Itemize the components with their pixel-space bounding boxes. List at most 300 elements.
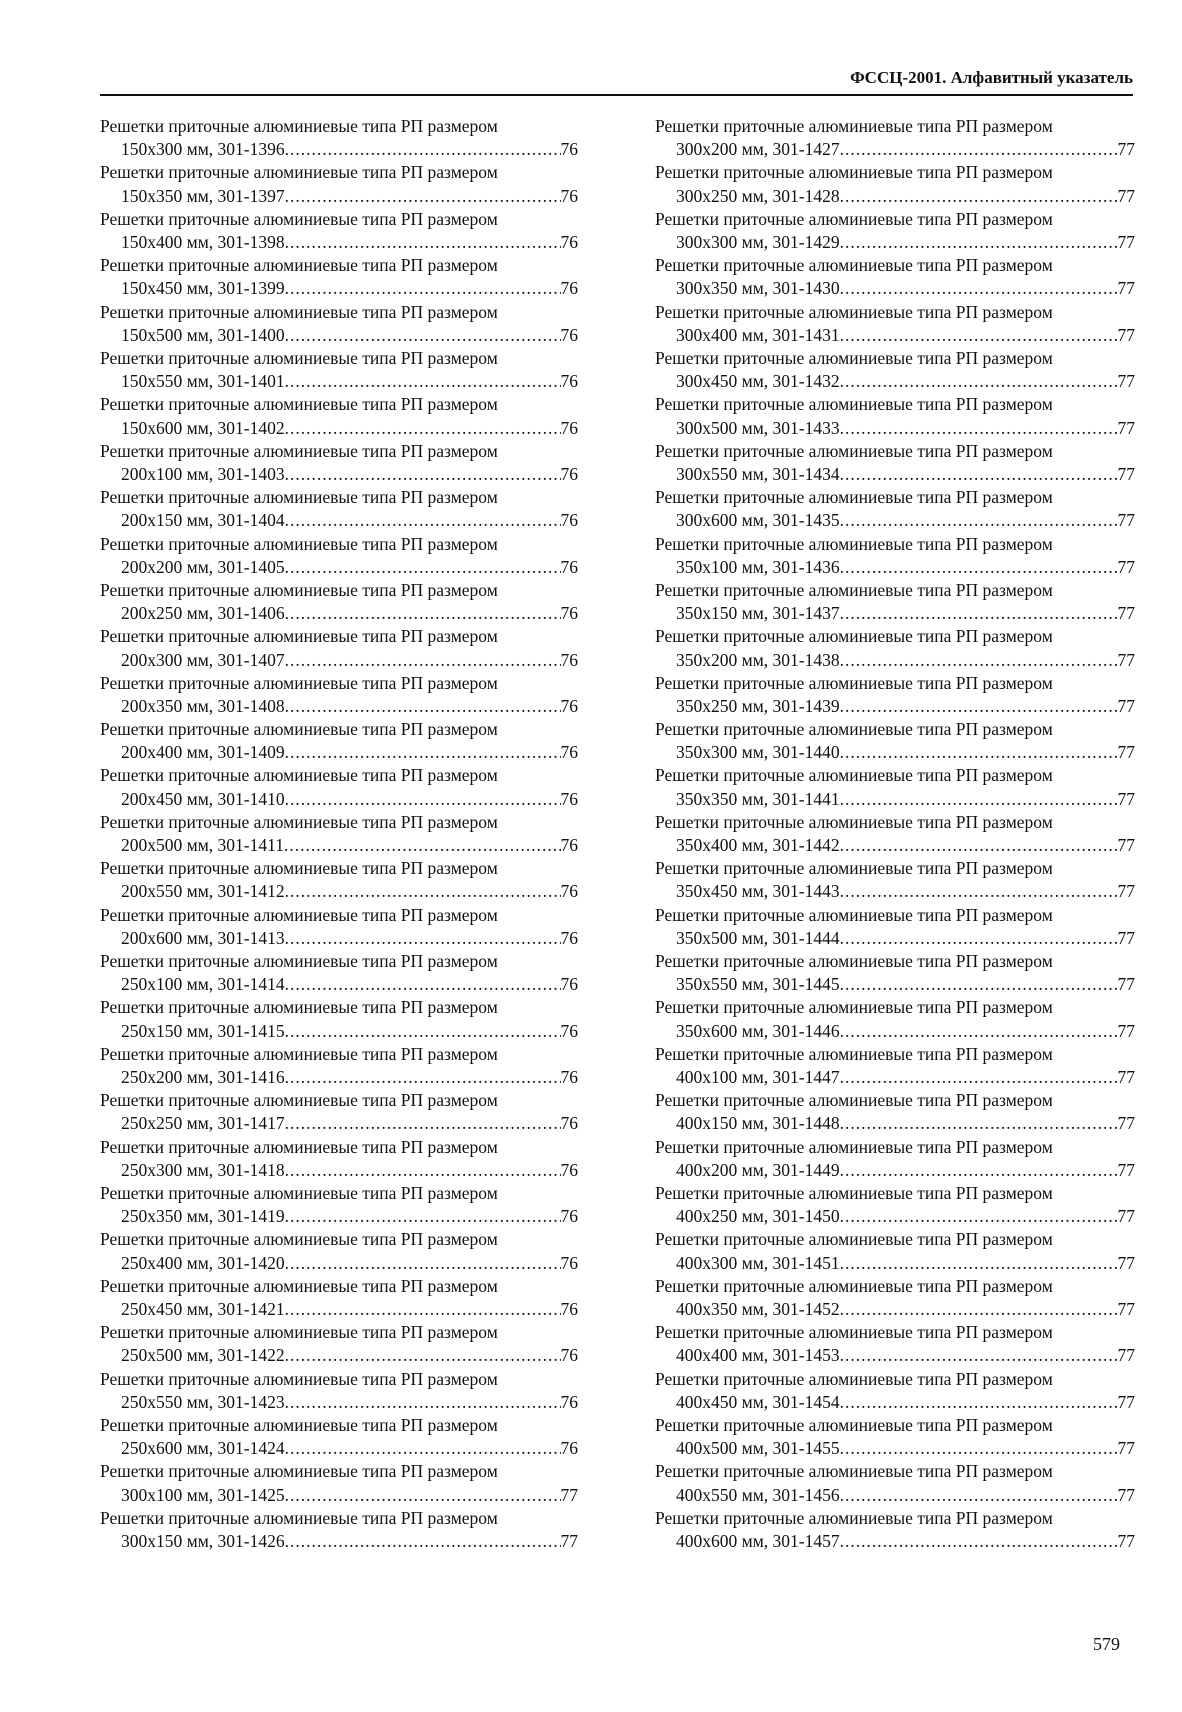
entry-size-code: 350x450 мм, 301-1443 bbox=[676, 881, 840, 902]
dot-leader bbox=[840, 834, 1118, 857]
entry-title: Решетки приточные алюминиевые типа РП размером bbox=[100, 1507, 498, 1528]
entry-detail-line bbox=[655, 602, 1135, 625]
entry-detail-line bbox=[655, 1159, 1135, 1182]
index-entry bbox=[100, 301, 578, 347]
entry-detail-line bbox=[100, 880, 578, 903]
entry-page-ref: 77 bbox=[1117, 603, 1135, 624]
entry-page-ref: 77 bbox=[1117, 139, 1135, 160]
dot-leader bbox=[840, 1112, 1118, 1135]
dot-leader bbox=[840, 695, 1118, 718]
entry-page-ref: 76 bbox=[560, 185, 578, 206]
dot-leader bbox=[285, 1344, 561, 1367]
entry-size-code: 300x450 мм, 301-1432 bbox=[676, 371, 840, 392]
entry-title: Решетки приточные алюминиевые типа РП размером bbox=[100, 440, 498, 461]
entry-detail-line bbox=[655, 788, 1135, 811]
index-entry bbox=[655, 208, 1135, 254]
entry-size-code: 200x450 мм, 301-1410 bbox=[121, 788, 285, 809]
entry-page-ref: 76 bbox=[560, 556, 578, 577]
entry-detail-line bbox=[655, 1530, 1135, 1553]
index-entry bbox=[100, 1136, 578, 1182]
entry-size-code: 200x600 мм, 301-1413 bbox=[121, 927, 285, 948]
entry-detail-line bbox=[100, 277, 578, 300]
entry-size-code: 150x400 мм, 301-1398 bbox=[121, 231, 285, 252]
entry-size-code: 350x150 мм, 301-1437 bbox=[676, 603, 840, 624]
entry-size-code: 400x150 мм, 301-1448 bbox=[676, 1113, 840, 1134]
entry-size-code: 200x500 мм, 301-1411 bbox=[121, 835, 284, 856]
entry-detail-line bbox=[100, 1159, 578, 1182]
entry-detail-line bbox=[655, 1484, 1135, 1507]
index-entry bbox=[100, 208, 578, 254]
dot-leader bbox=[285, 138, 561, 161]
entry-size-code: 350x100 мм, 301-1436 bbox=[676, 556, 840, 577]
entry-detail-line bbox=[100, 788, 578, 811]
entry-size-code: 200x150 мм, 301-1404 bbox=[121, 510, 285, 531]
entry-page-ref: 76 bbox=[560, 835, 578, 856]
entry-detail-line bbox=[100, 185, 578, 208]
entry-page-ref: 77 bbox=[560, 1530, 578, 1551]
entry-detail-line bbox=[655, 417, 1135, 440]
entry-page-ref: 76 bbox=[560, 881, 578, 902]
index-entry bbox=[100, 811, 578, 857]
index-entry bbox=[100, 1321, 578, 1367]
dot-leader bbox=[285, 1252, 561, 1275]
entry-title: Решетки приточные алюминиевые типа РП размером bbox=[655, 394, 1053, 415]
entry-page-ref: 76 bbox=[560, 1391, 578, 1412]
entry-title: Решетки приточные алюминиевые типа РП размером bbox=[655, 1461, 1053, 1482]
entry-detail-line bbox=[655, 463, 1135, 486]
entry-size-code: 400x500 мм, 301-1455 bbox=[676, 1438, 840, 1459]
dot-leader bbox=[840, 1020, 1118, 1043]
entry-title: Решетки приточные алюминиевые типа РП размером bbox=[100, 1182, 498, 1203]
dot-leader bbox=[285, 1066, 561, 1089]
entry-size-code: 300x550 мм, 301-1434 bbox=[676, 463, 840, 484]
entry-title: Решетки приточные алюминиевые типа РП размером bbox=[655, 1507, 1053, 1528]
entry-detail-line bbox=[655, 695, 1135, 718]
entry-page-ref: 77 bbox=[1117, 1530, 1135, 1551]
dot-leader bbox=[840, 649, 1118, 672]
dot-leader bbox=[285, 788, 561, 811]
index-entry bbox=[100, 764, 578, 810]
entry-detail-line bbox=[100, 556, 578, 579]
entry-page-ref: 76 bbox=[560, 742, 578, 763]
entry-title: Решетки приточные алюминиевые типа РП размером bbox=[100, 533, 498, 554]
entry-page-ref: 76 bbox=[560, 1020, 578, 1041]
entry-size-code: 350x300 мм, 301-1440 bbox=[676, 742, 840, 763]
entry-title: Решетки приточные алюминиевые типа РП размером bbox=[100, 301, 498, 322]
dot-leader bbox=[840, 1252, 1118, 1275]
entry-detail-line bbox=[655, 509, 1135, 532]
index-entry bbox=[655, 1228, 1135, 1274]
dot-leader bbox=[285, 556, 561, 579]
entry-page-ref: 77 bbox=[1117, 788, 1135, 809]
entry-detail-line bbox=[100, 417, 578, 440]
entry-title: Решетки приточные алюминиевые типа РП размером bbox=[100, 997, 498, 1018]
entry-size-code: 300x250 мм, 301-1428 bbox=[676, 185, 840, 206]
entry-title: Решетки приточные алюминиевые типа РП размером bbox=[655, 997, 1053, 1018]
index-entry bbox=[100, 1507, 578, 1553]
entry-detail-line bbox=[100, 1205, 578, 1228]
index-entry bbox=[100, 533, 578, 579]
entry-size-code: 250x150 мм, 301-1415 bbox=[121, 1020, 285, 1041]
index-entry bbox=[100, 1460, 578, 1506]
entry-detail-line bbox=[655, 1298, 1135, 1321]
entry-size-code: 250x250 мм, 301-1417 bbox=[121, 1113, 285, 1134]
entry-title: Решетки приточные алюминиевые типа РП размером bbox=[655, 1043, 1053, 1064]
entry-page-ref: 76 bbox=[560, 1298, 578, 1319]
index-entry bbox=[100, 672, 578, 718]
entry-page-ref: 76 bbox=[560, 1252, 578, 1273]
entry-page-ref: 76 bbox=[560, 927, 578, 948]
entry-detail-line bbox=[655, 1252, 1135, 1275]
entry-title: Решетки приточные алюминиевые типа РП размером bbox=[655, 811, 1053, 832]
entry-page-ref: 77 bbox=[1117, 742, 1135, 763]
index-entry bbox=[100, 440, 578, 486]
entry-page-ref: 77 bbox=[1117, 1484, 1135, 1505]
index-entry bbox=[655, 1089, 1135, 1135]
index-entry bbox=[655, 857, 1135, 903]
entry-detail-line bbox=[100, 1530, 578, 1553]
entry-detail-line bbox=[655, 834, 1135, 857]
entry-title: Решетки приточные алюминиевые типа РП размером bbox=[100, 579, 498, 600]
dot-leader bbox=[840, 1066, 1118, 1089]
entry-size-code: 350x600 мм, 301-1446 bbox=[676, 1020, 840, 1041]
index-entry bbox=[655, 1414, 1135, 1460]
entry-page-ref: 76 bbox=[560, 1159, 578, 1180]
index-entry bbox=[655, 1507, 1135, 1553]
entry-size-code: 250x200 мм, 301-1416 bbox=[121, 1067, 285, 1088]
entry-detail-line bbox=[100, 1112, 578, 1135]
dot-leader bbox=[840, 231, 1118, 254]
entry-page-ref: 77 bbox=[1117, 185, 1135, 206]
index-entry bbox=[655, 393, 1135, 439]
entry-page-ref: 77 bbox=[1117, 974, 1135, 995]
entry-page-ref: 76 bbox=[560, 788, 578, 809]
entry-title: Решетки приточные алюминиевые типа РП размером bbox=[655, 1414, 1053, 1435]
entry-title: Решетки приточные алюминиевые типа РП размером bbox=[655, 1182, 1053, 1203]
entry-detail-line bbox=[100, 370, 578, 393]
entry-detail-line bbox=[655, 1112, 1135, 1135]
entry-size-code: 150x500 мм, 301-1400 bbox=[121, 324, 285, 345]
index-entry bbox=[100, 161, 578, 207]
index-entry bbox=[100, 950, 578, 996]
entry-size-code: 400x250 мм, 301-1450 bbox=[676, 1206, 840, 1227]
dot-leader bbox=[285, 1530, 561, 1553]
index-entry bbox=[655, 904, 1135, 950]
entry-detail-line bbox=[100, 649, 578, 672]
dot-leader bbox=[840, 1530, 1118, 1553]
dot-leader bbox=[285, 741, 561, 764]
entry-title: Решетки приточные алюминиевые типа РП размером bbox=[655, 626, 1053, 647]
index-entry bbox=[655, 672, 1135, 718]
entry-page-ref: 77 bbox=[1117, 1113, 1135, 1134]
dot-leader bbox=[840, 463, 1118, 486]
entry-size-code: 200x250 мм, 301-1406 bbox=[121, 603, 285, 624]
entry-title: Решетки приточные алюминиевые типа РП размером bbox=[655, 858, 1053, 879]
entry-title: Решетки приточные алюминиевые типа РП размером bbox=[100, 1229, 498, 1250]
entry-page-ref: 77 bbox=[560, 1484, 578, 1505]
entry-detail-line bbox=[655, 927, 1135, 950]
entry-size-code: 250x600 мм, 301-1424 bbox=[121, 1438, 285, 1459]
entry-title: Решетки приточные алюминиевые типа РП размером bbox=[655, 533, 1053, 554]
entry-title: Решетки приточные алюминиевые типа РП размером bbox=[100, 1461, 498, 1482]
entry-size-code: 200x400 мм, 301-1409 bbox=[121, 742, 285, 763]
index-entry bbox=[100, 1368, 578, 1414]
index-entry bbox=[100, 857, 578, 903]
dot-leader bbox=[840, 370, 1118, 393]
dot-leader bbox=[840, 185, 1118, 208]
index-entry bbox=[655, 1460, 1135, 1506]
entry-title: Решетки приточные алюминиевые типа РП размером bbox=[655, 765, 1053, 786]
entry-page-ref: 76 bbox=[560, 1345, 578, 1366]
dot-leader bbox=[285, 602, 561, 625]
entry-size-code: 400x300 мм, 301-1451 bbox=[676, 1252, 840, 1273]
entry-size-code: 300x350 мм, 301-1430 bbox=[676, 278, 840, 299]
entry-title: Решетки приточные алюминиевые типа РП размером bbox=[100, 1090, 498, 1111]
entry-size-code: 400x200 мм, 301-1449 bbox=[676, 1159, 840, 1180]
entry-size-code: 200x550 мм, 301-1412 bbox=[121, 881, 285, 902]
entry-detail-line bbox=[655, 324, 1135, 347]
entry-title: Решетки приточные алюминиевые типа РП размером bbox=[100, 1322, 498, 1343]
index-entry bbox=[655, 1136, 1135, 1182]
entry-size-code: 350x250 мм, 301-1439 bbox=[676, 695, 840, 716]
entry-size-code: 250x550 мм, 301-1423 bbox=[121, 1391, 285, 1412]
entry-title: Решетки приточные алюминиевые типа РП размером bbox=[100, 811, 498, 832]
entry-title: Решетки приточные алюминиевые типа РП размером bbox=[655, 208, 1053, 229]
index-entry bbox=[655, 254, 1135, 300]
entry-page-ref: 77 bbox=[1117, 1345, 1135, 1366]
entry-size-code: 350x400 мм, 301-1442 bbox=[676, 835, 840, 856]
dot-leader bbox=[840, 973, 1118, 996]
dot-leader bbox=[285, 695, 561, 718]
entry-size-code: 250x400 мм, 301-1420 bbox=[121, 1252, 285, 1273]
entry-detail-line bbox=[655, 231, 1135, 254]
entry-title: Решетки приточные алюминиевые типа РП размером bbox=[655, 1136, 1053, 1157]
entry-page-ref: 76 bbox=[560, 1067, 578, 1088]
entry-detail-line bbox=[100, 1484, 578, 1507]
index-entry bbox=[655, 1043, 1135, 1089]
entry-detail-line bbox=[655, 1066, 1135, 1089]
entry-title: Решетки приточные алюминиевые типа РП размером bbox=[100, 765, 498, 786]
dot-leader bbox=[285, 231, 561, 254]
entry-title: Решетки приточные алюминиевые типа РП размером bbox=[655, 719, 1053, 740]
index-entry bbox=[100, 1414, 578, 1460]
index-entry bbox=[655, 811, 1135, 857]
dot-leader bbox=[840, 788, 1118, 811]
entry-size-code: 400x550 мм, 301-1456 bbox=[676, 1484, 840, 1505]
entry-detail-line bbox=[655, 1205, 1135, 1228]
entry-page-ref: 76 bbox=[560, 417, 578, 438]
entry-detail-line bbox=[100, 927, 578, 950]
entry-page-ref: 76 bbox=[560, 139, 578, 160]
entry-size-code: 350x500 мм, 301-1444 bbox=[676, 927, 840, 948]
entry-size-code: 250x100 мм, 301-1414 bbox=[121, 974, 285, 995]
entry-title: Решетки приточные алюминиевые типа РП размером bbox=[100, 719, 498, 740]
entry-size-code: 150x350 мм, 301-1397 bbox=[121, 185, 285, 206]
dot-leader bbox=[840, 509, 1118, 532]
entry-detail-line bbox=[655, 370, 1135, 393]
entry-title: Решетки приточные алюминиевые типа РП размером bbox=[655, 1275, 1053, 1296]
entry-size-code: 350x200 мм, 301-1438 bbox=[676, 649, 840, 670]
dot-leader bbox=[840, 556, 1118, 579]
entry-title: Решетки приточные алюминиевые типа РП размером bbox=[655, 1368, 1053, 1389]
index-entry bbox=[100, 996, 578, 1042]
entry-size-code: 300x300 мм, 301-1429 bbox=[676, 231, 840, 252]
entry-page-ref: 77 bbox=[1117, 371, 1135, 392]
dot-leader bbox=[285, 1159, 561, 1182]
dot-leader bbox=[285, 1484, 561, 1507]
entry-detail-line bbox=[100, 324, 578, 347]
entry-title: Решетки приточные алюминиевые типа РП размером bbox=[655, 255, 1053, 276]
index-entry bbox=[100, 254, 578, 300]
dot-leader bbox=[840, 1437, 1118, 1460]
entry-detail-line bbox=[100, 1344, 578, 1367]
entry-detail-line bbox=[655, 277, 1135, 300]
entry-page-ref: 76 bbox=[560, 603, 578, 624]
entry-size-code: 400x100 мм, 301-1447 bbox=[676, 1067, 840, 1088]
entry-detail-line bbox=[655, 1344, 1135, 1367]
entry-title: Решетки приточные алюминиевые типа РП размером bbox=[100, 1275, 498, 1296]
dot-leader bbox=[840, 1484, 1118, 1507]
dot-leader bbox=[285, 185, 561, 208]
index-column-right bbox=[655, 115, 1135, 1553]
entry-size-code: 300x400 мм, 301-1431 bbox=[676, 324, 840, 345]
index-entry bbox=[100, 1228, 578, 1274]
entry-page-ref: 76 bbox=[560, 231, 578, 252]
dot-leader bbox=[840, 741, 1118, 764]
entry-page-ref: 76 bbox=[560, 324, 578, 345]
dot-leader bbox=[840, 1344, 1118, 1367]
entry-size-code: 250x450 мм, 301-1421 bbox=[121, 1298, 285, 1319]
entry-title: Решетки приточные алюминиевые типа РП размером bbox=[655, 1090, 1053, 1111]
entry-detail-line bbox=[100, 741, 578, 764]
entry-detail-line bbox=[100, 973, 578, 996]
index-entry bbox=[655, 1275, 1135, 1321]
entry-title: Решетки приточные алюминиевые типа РП размером bbox=[655, 579, 1053, 600]
entry-page-ref: 76 bbox=[560, 1113, 578, 1134]
dot-leader bbox=[285, 277, 561, 300]
dot-leader bbox=[285, 649, 561, 672]
entry-detail-line bbox=[100, 463, 578, 486]
entry-size-code: 300x150 мм, 301-1426 bbox=[121, 1530, 285, 1551]
dot-leader bbox=[285, 370, 561, 393]
entry-title: Решетки приточные алюминиевые типа РП размером bbox=[100, 116, 498, 136]
entry-title: Решетки приточные алюминиевые типа РП размером bbox=[655, 301, 1053, 322]
entry-detail-line bbox=[655, 1437, 1135, 1460]
index-entry bbox=[100, 115, 578, 161]
entry-size-code: 200x200 мм, 301-1405 bbox=[121, 556, 285, 577]
entry-page-ref: 77 bbox=[1117, 278, 1135, 299]
entry-page-ref: 76 bbox=[560, 1206, 578, 1227]
entry-title: Решетки приточные алюминиевые типа РП размером bbox=[655, 487, 1053, 508]
index-entry bbox=[655, 533, 1135, 579]
dot-leader bbox=[285, 1205, 561, 1228]
dot-leader bbox=[840, 1159, 1118, 1182]
entry-size-code: 300x100 мм, 301-1425 bbox=[121, 1484, 285, 1505]
entry-detail-line bbox=[655, 741, 1135, 764]
dot-leader bbox=[840, 417, 1118, 440]
entry-title: Решетки приточные алюминиевые типа РП размером bbox=[100, 951, 498, 972]
entry-title: Решетки приточные алюминиевые типа РП размером bbox=[655, 951, 1053, 972]
entry-detail-line bbox=[100, 834, 578, 857]
entry-size-code: 400x450 мм, 301-1454 bbox=[676, 1391, 840, 1412]
entry-page-ref: 77 bbox=[1117, 463, 1135, 484]
index-column-left bbox=[100, 115, 578, 1553]
entry-title: Решетки приточные алюминиевые типа РП размером bbox=[100, 858, 498, 879]
entry-title: Решетки приточные алюминиевые типа РП размером bbox=[100, 347, 498, 368]
index-entry bbox=[100, 347, 578, 393]
entry-page-ref: 77 bbox=[1117, 1159, 1135, 1180]
entry-detail-line bbox=[655, 185, 1135, 208]
entry-page-ref: 76 bbox=[560, 1438, 578, 1459]
entry-page-ref: 76 bbox=[560, 278, 578, 299]
entry-page-ref: 77 bbox=[1117, 231, 1135, 252]
entry-detail-line bbox=[100, 1066, 578, 1089]
entry-title: Решетки приточные алюминиевые типа РП размером bbox=[655, 672, 1053, 693]
entry-title: Решетки приточные алюминиевые типа РП размером bbox=[100, 1136, 498, 1157]
index-entry bbox=[655, 1182, 1135, 1228]
entry-size-code: 200x350 мм, 301-1408 bbox=[121, 695, 285, 716]
entry-size-code: 200x100 мм, 301-1403 bbox=[121, 463, 285, 484]
dot-leader bbox=[840, 880, 1118, 903]
entry-size-code: 150x550 мм, 301-1401 bbox=[121, 371, 285, 392]
entry-detail-line bbox=[100, 138, 578, 161]
entry-page-ref: 76 bbox=[560, 695, 578, 716]
entry-page-ref: 77 bbox=[1117, 1391, 1135, 1412]
entry-title: Решетки приточные алюминиевые типа РП размером bbox=[100, 904, 498, 925]
entry-title: Решетки приточные алюминиевые типа РП размером bbox=[655, 904, 1053, 925]
dot-leader bbox=[840, 1205, 1118, 1228]
entry-size-code: 250x500 мм, 301-1422 bbox=[121, 1345, 285, 1366]
dot-leader bbox=[285, 973, 561, 996]
dot-leader bbox=[840, 324, 1118, 347]
entry-size-code: 350x550 мм, 301-1445 bbox=[676, 974, 840, 995]
entry-title: Решетки приточные алюминиевые типа РП размером bbox=[100, 255, 498, 276]
dot-leader bbox=[284, 834, 561, 857]
index-entry bbox=[100, 625, 578, 671]
page-number: 579 bbox=[1093, 1634, 1120, 1654]
index-entry bbox=[100, 1182, 578, 1228]
entry-title: Решетки приточные алюминиевые типа РП размером bbox=[100, 1368, 498, 1389]
entry-page-ref: 76 bbox=[560, 463, 578, 484]
entry-size-code: 250x350 мм, 301-1419 bbox=[121, 1206, 285, 1227]
entry-title: Решетки приточные алюминиевые типа РП размером bbox=[655, 347, 1053, 368]
dot-leader bbox=[285, 324, 561, 347]
dot-leader bbox=[840, 602, 1118, 625]
entry-title: Решетки приточные алюминиевые типа РП размером bbox=[100, 208, 498, 229]
entry-detail-line bbox=[100, 602, 578, 625]
dot-leader bbox=[285, 417, 561, 440]
dot-leader bbox=[285, 509, 561, 532]
entry-title: Решетки приточные алюминиевые типа РП размером bbox=[655, 162, 1053, 183]
page-header bbox=[100, 66, 1133, 96]
entry-detail-line bbox=[655, 880, 1135, 903]
dot-leader bbox=[285, 1020, 561, 1043]
entry-page-ref: 77 bbox=[1117, 1438, 1135, 1459]
entry-size-code: 150x600 мм, 301-1402 bbox=[121, 417, 285, 438]
entry-page-ref: 77 bbox=[1117, 695, 1135, 716]
entry-detail-line bbox=[655, 973, 1135, 996]
entry-detail-line bbox=[100, 231, 578, 254]
index-entry bbox=[655, 625, 1135, 671]
entry-title: Решетки приточные алюминиевые типа РП размером bbox=[100, 487, 498, 508]
entry-size-code: 200x300 мм, 301-1407 bbox=[121, 649, 285, 670]
entry-title: Решетки приточные алюминиевые типа РП размером bbox=[100, 1414, 498, 1435]
entry-detail-line bbox=[655, 1020, 1135, 1043]
dot-leader bbox=[840, 277, 1118, 300]
entry-page-ref: 76 bbox=[560, 510, 578, 531]
entry-page-ref: 77 bbox=[1117, 835, 1135, 856]
entry-title: Решетки приточные алюминиевые типа РП размером bbox=[100, 672, 498, 693]
